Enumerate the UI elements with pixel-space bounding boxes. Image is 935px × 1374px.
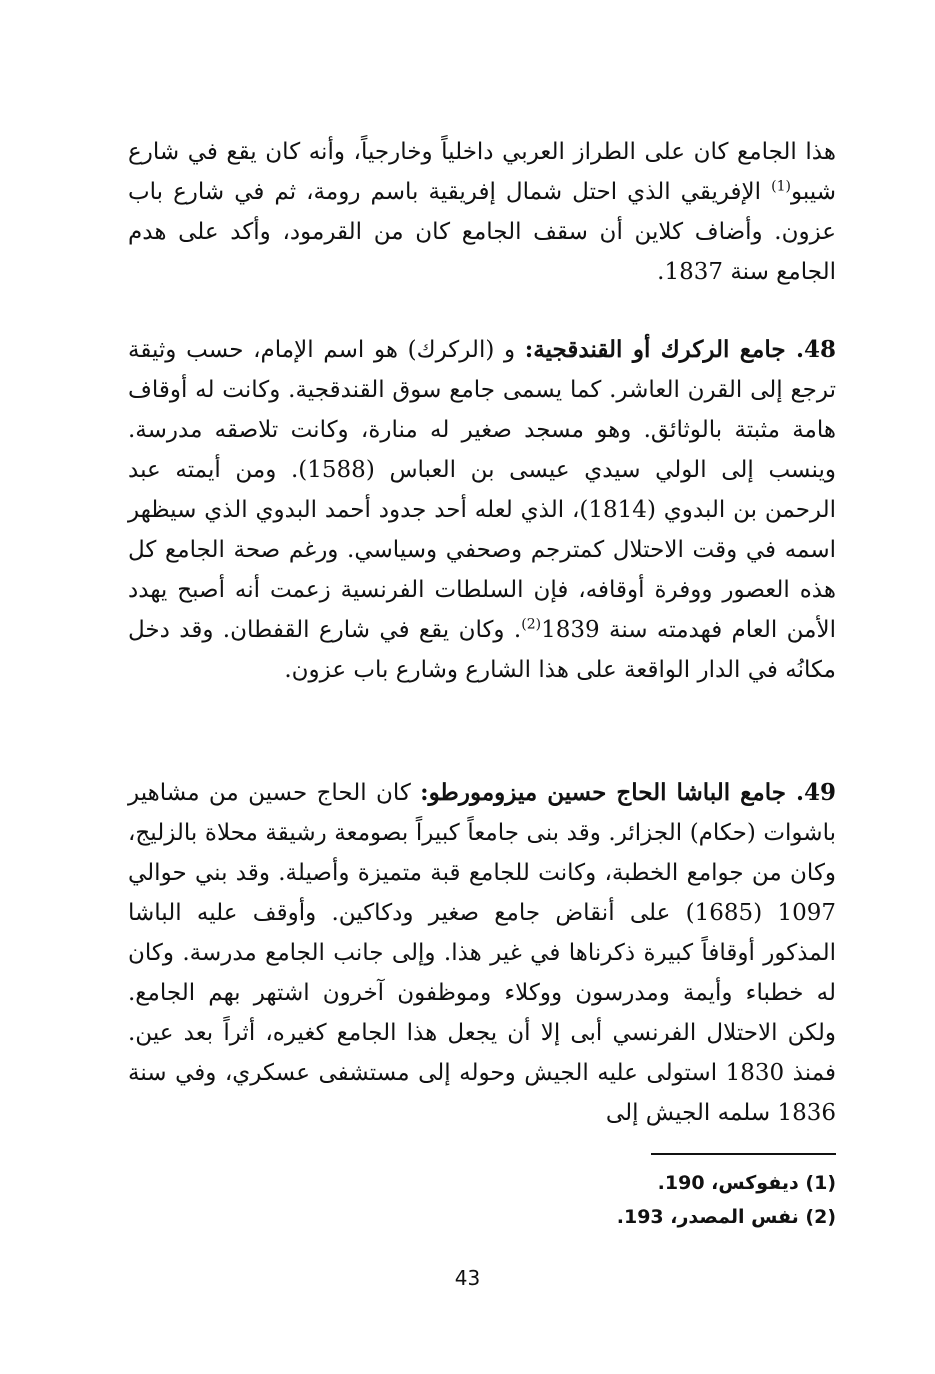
- footnote-2: (2) نفس المصدر، 193.: [616, 1206, 836, 1228]
- footnote-1: (1) ديفوكس، 190.: [657, 1172, 836, 1194]
- paragraph-1-text-a: هذا الجامع كان على الطراز العربي داخلياً وخارجياً، وأنه كان يقع في شارع شيبو: [128, 139, 836, 205]
- paragraph-2: [128, 330, 836, 690]
- footnote-ref-1: (1): [771, 178, 791, 195]
- footnote-ref-2: (2): [521, 616, 542, 633]
- entry-heading-48: 48. جامع الركرك أو القندقجية:: [524, 336, 836, 363]
- paragraph-3: [128, 773, 836, 1133]
- entry-heading-49: 49. جامع الباشا الحاج حسين ميزومورطو:: [420, 779, 836, 806]
- paragraph-2-text-b: . وكان يقع في شارع القفطان. وقد دخل مكانُه في الدار الواقعة على هذا الشارع وشارع باب عزون.: [128, 617, 836, 683]
- page-number: 43: [454, 1266, 481, 1290]
- paragraph-3-text: كان الحاج حسين من مشاهير باشوات (حكام) الجزائر. وقد بنى جامعاً كبيراً بصومعة رشيقة محلاة بالزليج، وكان من جوامع الخطبة، وكانت للجامع قبة متميزة وأصيلة. وقد بني حوالي 1097 (1685) على أنقاض جامع صغير ودكاكين. وأوقف عليه الباشا المذكور أوقافاً كبيرة ذكرناها في غير هذا. وإلى جانب الجامع مدرسة. وكان له خطباء وأيمة ومدرسون ووكلاء وموظفون آخرون اشتهر بهم الجامع. ولكن الاحتلال الفرنسي أبى إلا أن يجعل هذا الجامع كغيره، أثراً بعد عين. فمنذ 1830 استولى عليه الجيش وحوله إلى مستشفى عسكري، وفي سنة 1836 سلمه الجيش إلى: [128, 780, 836, 1126]
- footnotes: [128, 1166, 836, 1234]
- paragraph-1: [128, 132, 836, 292]
- paragraph-2-text-a: و (الركرك) هو اسم الإمام، حسب وثيقة ترجع إلى القرن العاشر. كما يسمى جامع سوق القندقجية. وكانت له أوقاف هامة مثبتة بالوثائق. وهو مسجد صغير له منارة، وكانت تلاصقه مدرسة. وينسب إلى الولي سيدي عيسى بن العباس (1588). ومن أيمته عبد الرحمن بن البدوي (1814)، الذي لعله أحد جدود أحمد البدوي الذي سيظهر اسمه في وقت الاحتلال كمترجم وصحفي وسياسي. ورغم صحة الجامع كل هذه العصور ووفرة أوقافه، فإن السلطات الفرنسية زعمت أنه أصبح يهدد الأمن العام فهدمته سنة 1839: [128, 337, 837, 643]
- paragraph-1-text-b: الإفريقي الذي احتل شمال إفريقية باسم رومة، ثم في شارع باب عزون. وأضاف كلاين أن سقف الجامع كان من القرمود، وأكد على هدم الجامع سنة 1837.: [128, 179, 836, 285]
- footnote-divider: [651, 1153, 836, 1155]
